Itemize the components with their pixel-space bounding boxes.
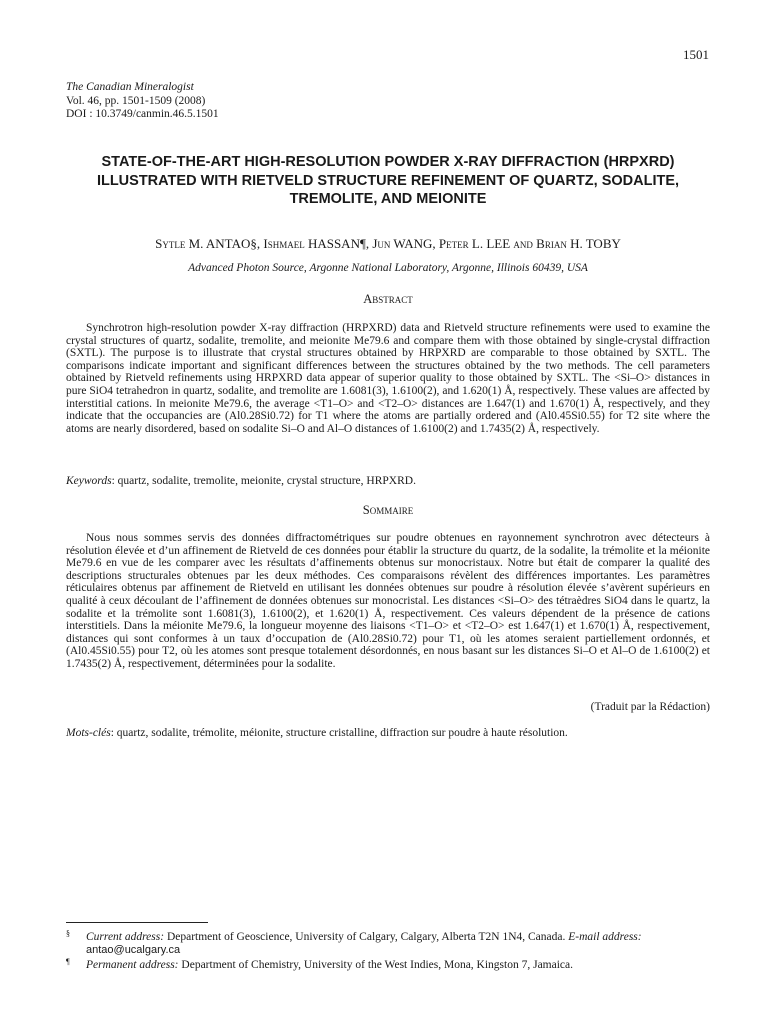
sommaire-paragraph: [66, 532, 710, 671]
abstract-text: Synchrotron high-resolution powder X-ray diffraction (HRPXRD) data and Rietveld structure refinements were used to examine the crystal structures of quartz, sodalite, tremolite, and meionite Me79.6 and compare them with those obtained by single-crystal diffraction (SXTL). The purpose is to illustrate that crystal structures obtained by HRPXRD are comparable to those obtained by SXTL. The comparisons indicate important and significant differences between the structures obtained by the two methods. The cell parameters obtained by Rietveld refinements using HRPXRD data appear of superior quality to those obtained by SXTL. The <Si–O> distances in pure SiO4 tetrahedron in quartz, sodalite, and tremolite are 1.6081(3), 1.6100(2), and 1.620(1) Å, respectively. These values are affected by interstitial cations. In meionite Me79.6, the average <T1–O> and <T2–O> distances are 1.647(1) and 1.670(1) Å, respectively, and they indicate that the occupancies are (Al0.28Si0.72) for T1 where the atoms are partially ordered and (Al0.45Si0.55) for T2 site where the atoms are nearly disordered, based on sodalite Si–O and Al–O distances of 1.6100(2) and 1.7435(2) Å, respectively.: [66, 322, 710, 435]
mots-cles-text: : quartz, sodalite, trémolite, méionite, structure cristalline, diffraction sur poudre à haute résolution.: [110, 727, 568, 739]
sommaire-text: Nous nous sommes servis des données diffractométriques sur poudre obtenues en rayonnement synchrotron avec détecteurs à résolution élevée et d’un affinement de Rietveld de ces données pour établir la structure du quartz, de la sodalite, la trémolite et la méionite Me79.6 en vue de les comparer avec les résultats d’affinements obtenus sur monocristaux. Notre but était de comparer la qualité des descriptions structurales obtenues par les deux méthodes. Ces comparaisons révèlent des différences importantes. Les paramètres réticulaires obtenus par affinement de Rietveld en utilisant les données obtenues sur poudre à résolution élevée s’avèrent supérieurs en qualité à ceux découlant de l’affinement de données obtenues sur monocristal. Les distances <Si–O> des tétraèdres SiO4 dans le quartz, la sodalite et la trémolite sont 1.6081(3), 1.6100(2), et 1.620(1) Å, respectivement. Ces valeurs dépendent de la présence de cations interstitiels. Dans la méionite Me79.6, la longueur moyenne des liaisons <T1–O> et <T2–O> est 1.647(1) et 1.670(1) Å, respectivement, distances qui sont conformes à un taux d’occupation de (Al0.28Si0.72) pour T1, où les atomes seraient partiellement ordonnés, et (Al0.45Si0.55) pour T2, où les atomes sont presque totalement désordonnés, en nous basant sur les distances Si–O et Al–O de 1.6100(2) et 1.7435(2) Å, respectivement, déterminées pour la sodalite.: [66, 532, 710, 670]
journal-name: The Canadian Mineralogist: [66, 81, 194, 93]
footnote-label: Current address:: [86, 931, 165, 943]
keywords-label: Keywords: [66, 475, 112, 487]
footnote-text: Department of Geoscience, University of Calgary, Calgary, Alberta T2N 1N4, Canada.: [164, 931, 569, 943]
email-label: E-mail address:: [568, 931, 642, 943]
abstract-heading: Abstract: [363, 292, 413, 306]
page-number: 1501: [683, 47, 709, 62]
footnote-label: Permanent address:: [86, 959, 179, 971]
mots-cles-line: [66, 727, 710, 740]
affiliation: Advanced Photon Source, Argonne National Laboratory, Argonne, Illinois 60439, USA: [188, 262, 588, 274]
footnote-mark: §: [66, 929, 70, 938]
journal-citation: [66, 81, 219, 122]
journal-doi: DOI : 10.3749/canmin.46.5.1501: [66, 108, 219, 120]
footnote-permanent-address: [66, 959, 710, 972]
footnote-mark: ¶: [66, 957, 70, 966]
email-link[interactable]: antao@ucalgary.ca: [86, 943, 181, 956]
keywords-line: [66, 475, 710, 488]
footnote-text: Department of Chemistry, University of the West Indies, Mona, Kingston 7, Jamaica.: [178, 959, 574, 971]
article-title: STATE-OF-THE-ART HIGH-RESOLUTION POWDER X-RAY DIFFRACTION (HRPXRD) ILLUSTRATED WITH RIETVELD STRUCTURE REFINEMENT OF QUARTZ, SODALITE, TREMOLITE, AND MEIONITE: [96, 154, 680, 207]
mots-cles-label: Mots-clés: [66, 727, 111, 739]
sommaire-heading: Sommaire: [362, 503, 414, 517]
translator-note: (Traduit par la Rédaction): [590, 701, 710, 713]
footnote-divider: [66, 922, 208, 923]
author-list: [66, 236, 710, 252]
journal-volume: Vol. 46, pp. 1501-1509 (2008): [66, 94, 206, 107]
authors-text: Sytle M. ANTAO§, Ishmael HASSAN¶, Jun WANG, Peter L. LEE and Brian H. TOBY: [155, 236, 621, 251]
keywords-text: : quartz, sodalite, tremolite, meionite, crystal structure, HRPXRD.: [111, 475, 416, 487]
footnote-current-address: [66, 931, 710, 956]
abstract-paragraph: [66, 322, 710, 435]
